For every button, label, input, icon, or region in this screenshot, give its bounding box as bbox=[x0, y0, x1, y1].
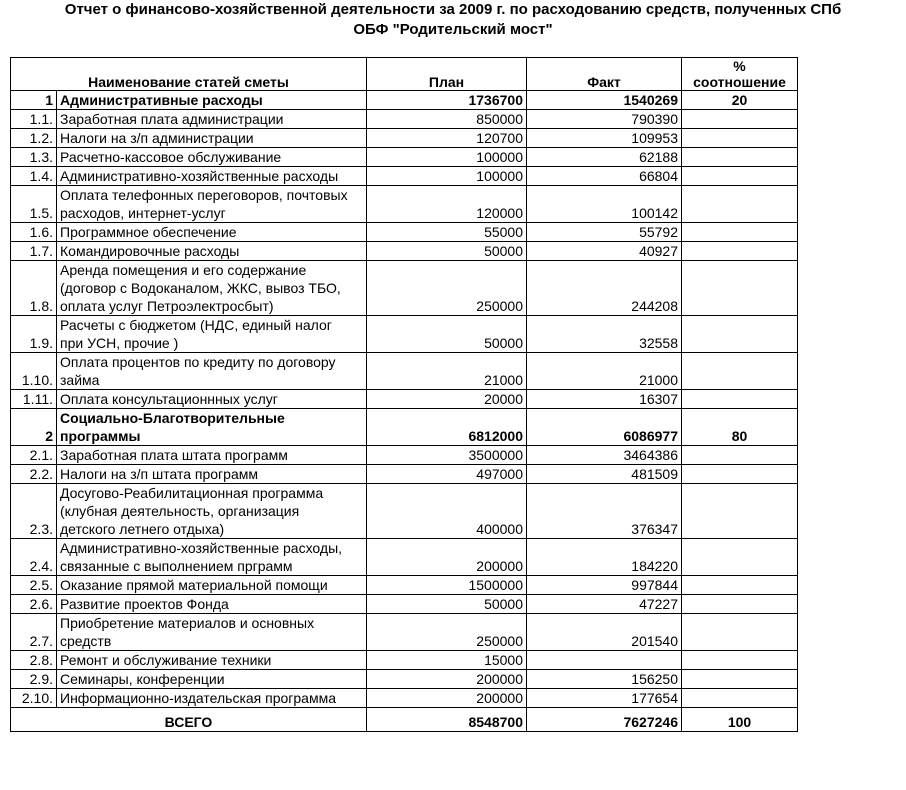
row-name-line: Расчеты с бюджетом (НДС, единый налог bbox=[60, 317, 332, 333]
row-pct bbox=[682, 465, 798, 484]
total-pct: 100 bbox=[682, 708, 798, 732]
row-name-line: программы bbox=[60, 428, 141, 444]
row-pct bbox=[682, 390, 798, 409]
row-name-line: Информационно-издательская программа bbox=[60, 690, 337, 706]
row-name bbox=[57, 167, 367, 186]
row-number: 1.6. bbox=[11, 223, 57, 242]
row-name bbox=[57, 539, 367, 576]
report-title-line2: ОБФ "Родительский мост" bbox=[353, 21, 553, 38]
total-label: ВСЕГО bbox=[11, 708, 367, 732]
row-pct bbox=[682, 261, 798, 316]
row-number: 1.2. bbox=[11, 129, 57, 148]
row-fact: 790390 bbox=[527, 110, 682, 129]
report-title-line1: Отчет о финансово-хозяйственной деятельности за 2009 г. по расходованию средств, полученных СПб bbox=[64, 1, 842, 18]
row-fact: 16307 bbox=[527, 390, 682, 409]
row-name-line: детского летнего отдыха) bbox=[60, 521, 225, 537]
row-fact: 376347 bbox=[527, 484, 682, 539]
row-plan: 200000 bbox=[367, 539, 527, 576]
row-pct bbox=[682, 242, 798, 261]
table-row bbox=[11, 186, 798, 223]
row-fact: 6086977 bbox=[527, 409, 682, 446]
header-pct: % соотношение bbox=[682, 58, 798, 91]
row-name-line: Налоги на з/п администрации bbox=[60, 130, 254, 146]
table-row bbox=[11, 316, 798, 353]
row-fact: 201540 bbox=[527, 614, 682, 651]
row-number: 2 bbox=[11, 409, 57, 446]
row-name-line: связанные с выполнением прграмм bbox=[60, 558, 293, 574]
row-pct bbox=[682, 670, 798, 689]
row-number: 1.3. bbox=[11, 148, 57, 167]
row-pct bbox=[682, 651, 798, 670]
table-row bbox=[11, 223, 798, 242]
row-name bbox=[57, 484, 367, 539]
row-name-line: (договор с Водоканалом, ЖКС, вывоз ТБО, bbox=[60, 280, 341, 296]
row-number: 1.1. bbox=[11, 110, 57, 129]
table-row bbox=[11, 689, 798, 708]
row-plan: 497000 bbox=[367, 465, 527, 484]
row-plan: 850000 bbox=[367, 110, 527, 129]
row-name bbox=[57, 261, 367, 316]
table-row bbox=[11, 129, 798, 148]
row-plan: 200000 bbox=[367, 689, 527, 708]
row-number: 1.10. bbox=[11, 353, 57, 390]
table-row bbox=[11, 148, 798, 167]
table-body bbox=[11, 91, 798, 708]
row-number: 2.1. bbox=[11, 446, 57, 465]
row-fact: 481509 bbox=[527, 465, 682, 484]
row-number: 2.2. bbox=[11, 465, 57, 484]
row-fact: 66804 bbox=[527, 167, 682, 186]
row-name-line: Оплата процентов по кредиту по договору bbox=[60, 354, 336, 370]
row-plan: 100000 bbox=[367, 148, 527, 167]
row-number: 2.6. bbox=[11, 595, 57, 614]
row-pct bbox=[682, 484, 798, 539]
row-name-line: Оплата консультационнных услуг bbox=[60, 391, 278, 407]
table-row bbox=[11, 261, 798, 316]
row-number: 2.3. bbox=[11, 484, 57, 539]
row-number: 1.9. bbox=[11, 316, 57, 353]
row-number: 1 bbox=[11, 91, 57, 110]
row-fact: 62188 bbox=[527, 148, 682, 167]
row-plan: 50000 bbox=[367, 242, 527, 261]
row-name-line: Оплата телефонных переговоров, почтовых bbox=[60, 187, 348, 203]
row-fact: 21000 bbox=[527, 353, 682, 390]
row-fact bbox=[527, 651, 682, 670]
table-row bbox=[11, 446, 798, 465]
row-name bbox=[57, 242, 367, 261]
row-number: 2.10. bbox=[11, 689, 57, 708]
table-row bbox=[11, 409, 798, 446]
row-pct bbox=[682, 353, 798, 390]
row-plan: 120700 bbox=[367, 129, 527, 148]
row-name bbox=[57, 353, 367, 390]
row-name-line: Налоги на з/п штата программ bbox=[60, 466, 258, 482]
row-plan: 50000 bbox=[367, 595, 527, 614]
row-name-line: займа bbox=[60, 372, 100, 388]
row-pct: 20 bbox=[682, 91, 798, 110]
row-name-line: оплата услуг Петроэлектросбыт) bbox=[60, 298, 274, 314]
table-row bbox=[11, 110, 798, 129]
row-fact: 32558 bbox=[527, 316, 682, 353]
row-name-line: Социально-Благотворительные bbox=[60, 410, 285, 426]
row-plan: 250000 bbox=[367, 261, 527, 316]
row-name-line: Приобретение материалов и основных bbox=[60, 615, 315, 631]
row-name-line: Программное обеспечение bbox=[60, 224, 237, 240]
row-plan: 3500000 bbox=[367, 446, 527, 465]
header-plan: План bbox=[367, 58, 527, 91]
row-number: 2.4. bbox=[11, 539, 57, 576]
row-pct bbox=[682, 186, 798, 223]
row-pct bbox=[682, 316, 798, 353]
row-name bbox=[57, 595, 367, 614]
row-plan: 21000 bbox=[367, 353, 527, 390]
row-pct bbox=[682, 689, 798, 708]
row-number: 1.7. bbox=[11, 242, 57, 261]
header-fact: Факт bbox=[527, 58, 682, 91]
row-number: 2.9. bbox=[11, 670, 57, 689]
row-name bbox=[57, 576, 367, 595]
row-number: 1.11. bbox=[11, 390, 57, 409]
row-name-line: расходов, интернет-услуг bbox=[60, 205, 226, 221]
row-pct bbox=[682, 446, 798, 465]
row-number: 1.8. bbox=[11, 261, 57, 316]
row-name bbox=[57, 446, 367, 465]
row-name-line: Семинары, конференции bbox=[60, 671, 225, 687]
row-name-line: (клубная деятельность, организация bbox=[60, 503, 300, 519]
table-row bbox=[11, 670, 798, 689]
row-fact: 997844 bbox=[527, 576, 682, 595]
row-name-line: Расчетно-кассовое обслуживание bbox=[60, 149, 282, 165]
row-pct bbox=[682, 110, 798, 129]
row-name-line: Административные расходы bbox=[60, 92, 263, 108]
row-name bbox=[57, 390, 367, 409]
row-name bbox=[57, 186, 367, 223]
total-row bbox=[11, 708, 798, 732]
row-fact: 184220 bbox=[527, 539, 682, 576]
row-name bbox=[57, 316, 367, 353]
row-fact: 244208 bbox=[527, 261, 682, 316]
row-plan: 100000 bbox=[367, 167, 527, 186]
row-pct bbox=[682, 223, 798, 242]
table-row bbox=[11, 614, 798, 651]
table-row bbox=[11, 539, 798, 576]
row-name-line: Ремонт и обслуживание техники bbox=[60, 652, 272, 668]
row-name bbox=[57, 465, 367, 484]
row-fact: 47227 bbox=[527, 595, 682, 614]
row-pct bbox=[682, 576, 798, 595]
table-row bbox=[11, 465, 798, 484]
row-pct bbox=[682, 129, 798, 148]
row-fact: 156250 bbox=[527, 670, 682, 689]
header-name: Наименование статей сметы bbox=[11, 58, 367, 91]
row-name bbox=[57, 148, 367, 167]
row-fact: 100142 bbox=[527, 186, 682, 223]
row-number: 1.4. bbox=[11, 167, 57, 186]
table-row bbox=[11, 576, 798, 595]
row-plan: 200000 bbox=[367, 670, 527, 689]
row-plan: 50000 bbox=[367, 316, 527, 353]
row-fact: 109953 bbox=[527, 129, 682, 148]
row-name-line: Досугово-Реабилитационная программа bbox=[60, 485, 324, 501]
row-plan: 55000 bbox=[367, 223, 527, 242]
row-number: 2.5. bbox=[11, 576, 57, 595]
row-name-line: Аренда помещения и его содержание bbox=[60, 262, 307, 278]
row-fact: 1540269 bbox=[527, 91, 682, 110]
table-header-row bbox=[11, 58, 798, 91]
total-fact: 7627246 bbox=[527, 708, 682, 732]
row-name bbox=[57, 91, 367, 110]
row-name-line: Командировочные расходы bbox=[60, 243, 240, 259]
table-row bbox=[11, 242, 798, 261]
row-name-line: Административно-хозяйственные расходы, bbox=[60, 540, 343, 556]
row-pct bbox=[682, 614, 798, 651]
row-name bbox=[57, 651, 367, 670]
row-name bbox=[57, 110, 367, 129]
row-fact: 3464386 bbox=[527, 446, 682, 465]
row-name-line: Развитие проектов Фонда bbox=[60, 596, 229, 612]
table-row bbox=[11, 595, 798, 614]
row-fact: 55792 bbox=[527, 223, 682, 242]
table-row bbox=[11, 167, 798, 186]
row-plan: 20000 bbox=[367, 390, 527, 409]
row-name-line: Заработная плата штата программ bbox=[60, 447, 288, 463]
expense-table bbox=[10, 57, 798, 732]
row-name bbox=[57, 223, 367, 242]
table-row bbox=[11, 353, 798, 390]
row-fact: 177654 bbox=[527, 689, 682, 708]
row-name-line: Административно-хозяйственные расходы bbox=[60, 168, 339, 184]
total-plan: 8548700 bbox=[367, 708, 527, 732]
row-plan: 250000 bbox=[367, 614, 527, 651]
row-plan: 1736700 bbox=[367, 91, 527, 110]
row-name-line: Заработная плата администрации bbox=[60, 111, 284, 127]
row-name-line: при УСН, прочие ) bbox=[60, 335, 179, 351]
row-pct bbox=[682, 148, 798, 167]
row-pct bbox=[682, 595, 798, 614]
row-name bbox=[57, 129, 367, 148]
row-name bbox=[57, 614, 367, 651]
row-name bbox=[57, 409, 367, 446]
row-plan: 120000 bbox=[367, 186, 527, 223]
table-row bbox=[11, 390, 798, 409]
row-pct: 80 bbox=[682, 409, 798, 446]
row-plan: 1500000 bbox=[367, 576, 527, 595]
table-row bbox=[11, 91, 798, 110]
row-name-line: средств bbox=[60, 633, 112, 649]
row-plan: 15000 bbox=[367, 651, 527, 670]
row-plan: 400000 bbox=[367, 484, 527, 539]
table-row bbox=[11, 484, 798, 539]
row-number: 2.7. bbox=[11, 614, 57, 651]
report-title bbox=[0, 0, 906, 40]
row-number: 2.8. bbox=[11, 651, 57, 670]
row-name-line: Оказание прямой материальной помощи bbox=[60, 577, 328, 593]
table-row bbox=[11, 651, 798, 670]
row-pct bbox=[682, 167, 798, 186]
row-number: 1.5. bbox=[11, 186, 57, 223]
row-plan: 6812000 bbox=[367, 409, 527, 446]
row-fact: 40927 bbox=[527, 242, 682, 261]
row-name bbox=[57, 689, 367, 708]
row-name bbox=[57, 670, 367, 689]
row-pct bbox=[682, 539, 798, 576]
